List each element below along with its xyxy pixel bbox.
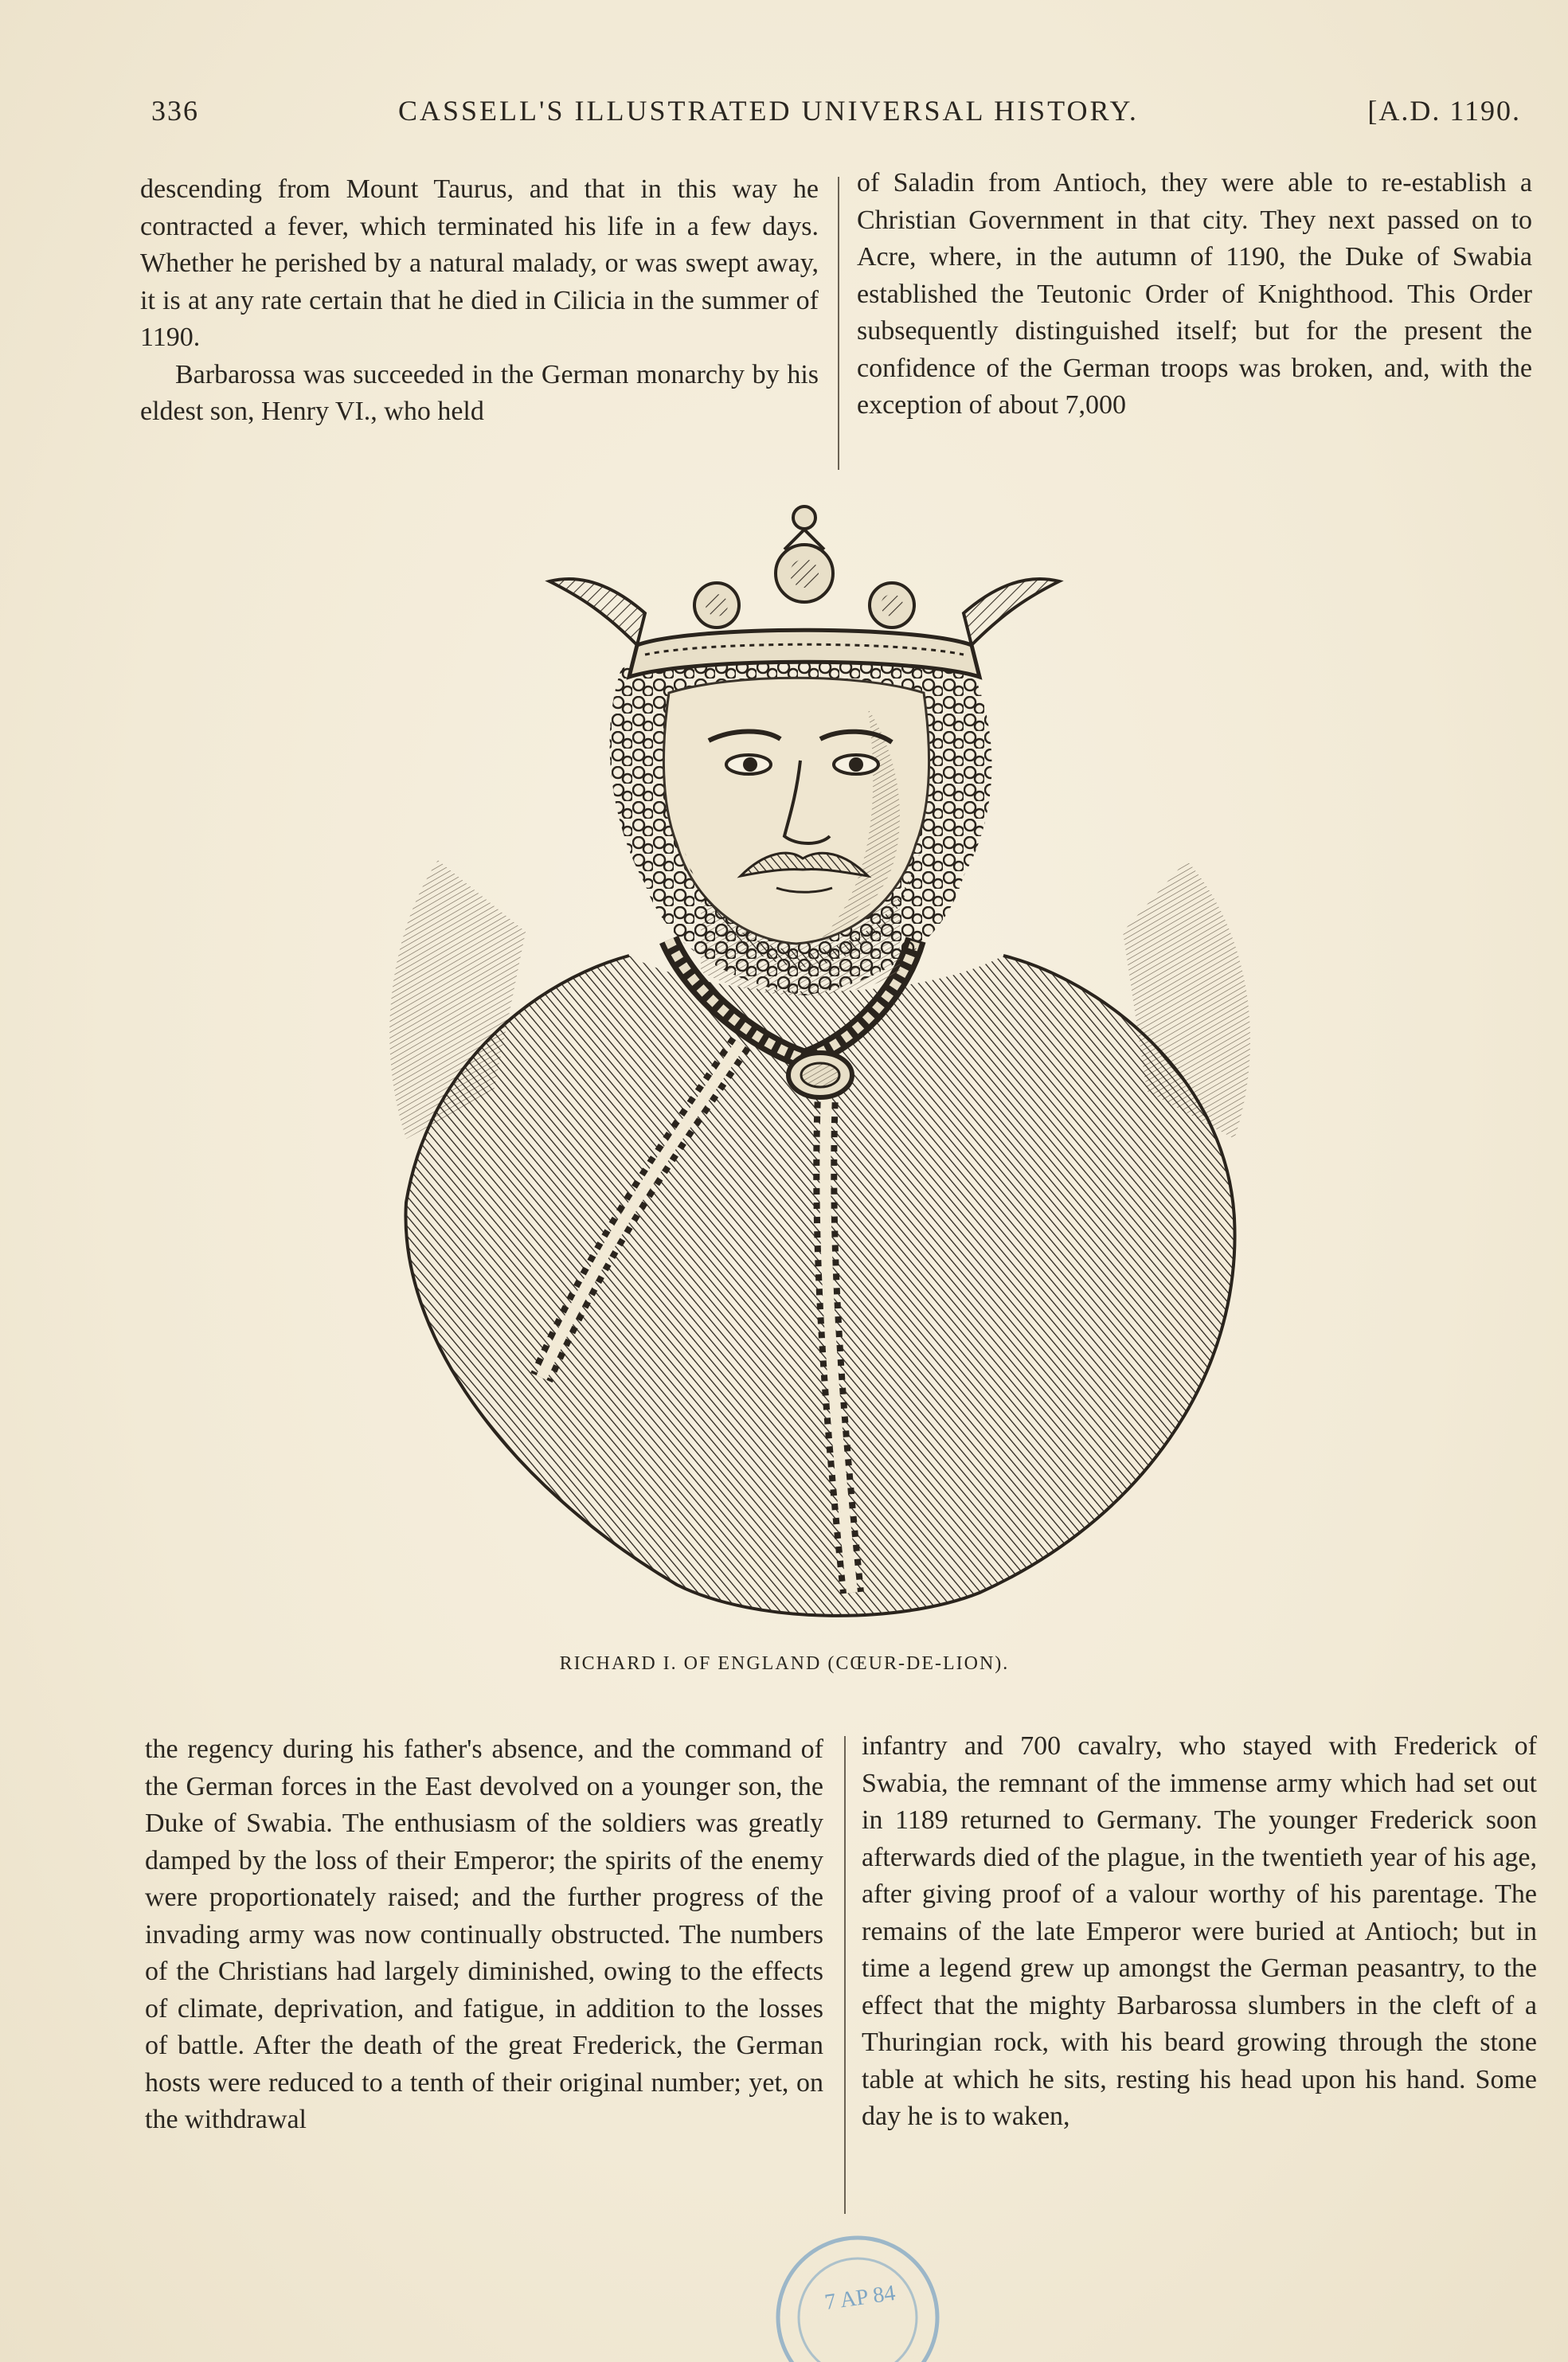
brooch-gem: [801, 1063, 839, 1087]
column-divider: [844, 1736, 846, 2214]
page-number: 336: [151, 95, 199, 127]
paragraph: Barbarossa was succeeded in the German monarchy by his eldest son, Henry VI., who held: [140, 359, 819, 426]
running-date: [A.D. 1190.: [1367, 95, 1521, 127]
running-head: [151, 94, 1521, 134]
top-left-column: [140, 171, 819, 431]
illustration-caption: RICHARD I. OF ENGLAND (CŒUR-DE-LION).: [559, 1653, 1010, 1674]
paragraph: the regency during his father's absence, and the command of the German forces in the East devolved on a younger son, the Duke of Swabia. The enthusiasm of the soldiers was greatly damped by the loss of their Emperor; the spirits of the enemy were proportionately raised; and the further progress of the invading army was now continually obstructed. The numbers of the Christians had largely diminished, owing to the effects of climate, deprivation, and fatigue, in addition to the losses of battle. After the death of the great Frederick, the German hosts were reduced to a tenth of their original number; yet, on the withdrawal: [145, 1734, 823, 2134]
column-divider: [838, 177, 839, 470]
top-right-column: [857, 165, 1532, 424]
book-title: CASSELL'S ILLUSTRATED UNIVERSAL HISTORY.: [398, 95, 1139, 127]
stamp-date: 7 AP 84: [823, 2280, 897, 2316]
crown: [549, 506, 1059, 677]
bottom-left-column: [145, 1731, 823, 2139]
paragraph: of Saladin from Antioch, they were able to re-establish a Christian Government in that city. They next passed on to Acre, where, in the autumn of 1190, the Duke of Swabia established the Teutonic Order of Knighthood. This Order subsequently distinguished itself; but for the present the confidence of the German troops was broken, and, with the exception of about 7,000: [857, 168, 1532, 420]
bottom-right-column: [862, 1728, 1537, 2136]
paragraph: infantry and 700 cavalry, who stayed with Frederick of Swabia, the remnant of the immense army which had set out in 1189 returned to Germany. The younger Frederick soon afterwards died of the plague, in the twentieth year of his age, after giving proof of a valour worthy of his parentage. The remains of the late Emperor were buried at Antioch; but in time a legend grew up amongst the German peasantry, to the effect that the mighty Barbarossa slumbers in the cleft of a Thuringian rock, with his beard growing through the stone table at which he sits, resting his head upon his hand. Some day he is to waken,: [862, 1731, 1537, 2131]
portrait-engraving: [342, 486, 1338, 1633]
paragraph: descending from Mount Taurus, and that in this way he contracted a fever, which terminated his life in a few days. Whether he perished by a natural malady, or was swept away, it is at any rate certain that he died in Cilicia in the summer of 1190.: [140, 174, 819, 352]
